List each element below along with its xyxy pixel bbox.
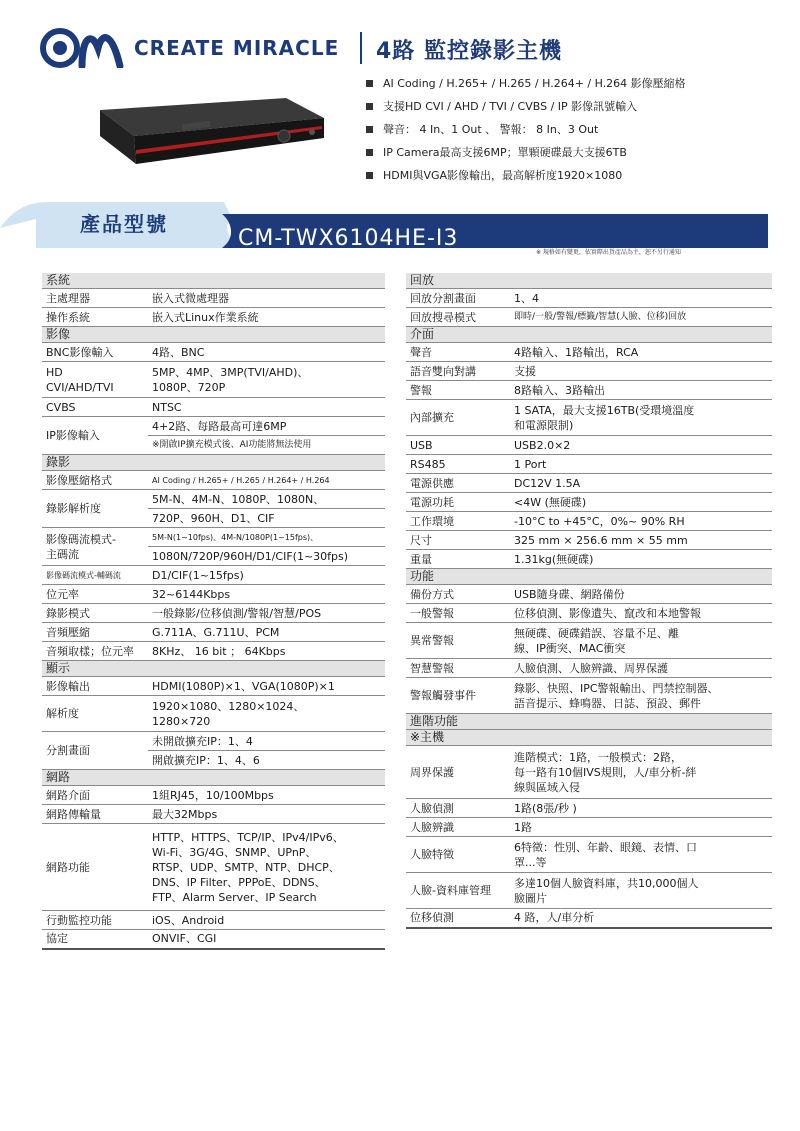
model-banner xyxy=(0,198,800,270)
feature-list xyxy=(366,72,766,187)
section-header xyxy=(406,327,772,343)
spec-label: 警報 xyxy=(406,381,510,400)
bullet-icon xyxy=(366,103,373,110)
feature-item: 支援HD CVI / AHD / TVI / CVBS / IP 影像訊號輸入 xyxy=(366,95,766,118)
section-header xyxy=(406,730,772,746)
spec-label: 影像輸出 xyxy=(42,677,148,696)
spec-value: 進階模式：1路，一般模式：2路， 每一路有10個IVS規則，人/車分析-絆 線與區域入侵 xyxy=(510,746,772,799)
section-title: 進階功能 xyxy=(406,714,772,730)
spec-row xyxy=(406,381,772,400)
spec-label: 周界保護 xyxy=(406,746,510,799)
section-title: ※主機 xyxy=(406,730,772,746)
spec-label: 網路介面 xyxy=(42,786,148,805)
spec-row xyxy=(42,566,385,585)
section-header xyxy=(42,327,385,343)
spec-label: RS485 xyxy=(406,455,510,474)
spec-row xyxy=(42,490,385,509)
spec-value: 4 路，人/車分析 xyxy=(510,909,772,928)
spec-value: iOS、Android xyxy=(148,911,385,930)
spec-value: HDMI(1080P)×1、VGA(1080P)×1 xyxy=(148,677,385,696)
spec-value: 325 mm × 256.6 mm × 55 mm xyxy=(510,531,772,550)
spec-label: 工作環境 xyxy=(406,512,510,531)
spec-row xyxy=(42,677,385,696)
spec-row xyxy=(42,417,385,436)
feature-item: 聲音： 4 In、1 Out 、 警報： 8 In、3 Out xyxy=(366,118,766,141)
feature-item: IP Camera最高支援6MP；單顆硬碟最大支援6TB xyxy=(366,141,766,164)
spec-label: 位元率 xyxy=(42,585,148,604)
spec-value: 位移偵測、影像遺失、竄改和本地警報 xyxy=(510,604,772,623)
spec-value: 5MP、4MP、3MP(TVI/AHD)、 1080P、720P xyxy=(148,362,385,398)
spec-label: CVBS xyxy=(42,398,148,417)
spec-row xyxy=(42,343,385,362)
spec-label: 位移偵測 xyxy=(406,909,510,928)
spec-value: 4+2路、每路最高可達6MP xyxy=(148,417,385,436)
spec-row xyxy=(406,436,772,455)
header-divider xyxy=(360,32,362,64)
section-title: 介面 xyxy=(406,327,772,343)
section-header xyxy=(42,273,385,289)
spec-row xyxy=(42,471,385,490)
spec-row xyxy=(406,343,772,362)
brand-name: CREATE MIRACLE xyxy=(134,36,340,60)
spec-value: 4路輸入、1路輸出，RCA xyxy=(510,343,772,362)
bullet-icon xyxy=(366,126,373,133)
spec-label: USB xyxy=(406,436,510,455)
spec-row xyxy=(406,799,772,818)
spec-value: <4W (無硬碟) xyxy=(510,493,772,512)
spec-label: 電源功耗 xyxy=(406,493,510,512)
section-header xyxy=(42,661,385,677)
spec-value: G.711A、G.711U、PCM xyxy=(148,623,385,642)
bullet-icon xyxy=(366,80,373,87)
spec-row xyxy=(406,531,772,550)
spec-value: NTSC xyxy=(148,398,385,417)
spec-row xyxy=(406,550,772,569)
spec-label: 備份方式 xyxy=(406,585,510,604)
spec-value: 1、4 xyxy=(510,289,772,308)
section-header xyxy=(406,714,772,730)
spec-label: 回放分割畫面 xyxy=(406,289,510,308)
spec-row xyxy=(42,805,385,824)
page-title: 4路 監控錄影主機 xyxy=(376,39,562,64)
spec-label: 協定 xyxy=(42,930,148,949)
section-title: 回放 xyxy=(406,273,772,289)
spec-value: 8KHz、 16 bit ； 64Kbps xyxy=(148,642,385,661)
spec-value: 最大32Mbps xyxy=(148,805,385,824)
spec-row xyxy=(42,642,385,661)
spec-value: 1080N/720P/960H/D1/CIF(1~30fps) xyxy=(148,547,385,566)
spec-label: 操作系統 xyxy=(42,308,148,327)
spec-value: 一般錄影/位移偵測/警報/智慧/POS xyxy=(148,604,385,623)
spec-notice: ※ 規格如有變更，依實際出貨產品為主，恕不另行通知 xyxy=(536,249,681,256)
bullet-icon xyxy=(366,149,373,156)
spec-value: AI Coding / H.265+ / H.265 / H.264+ / H.264 xyxy=(148,471,385,490)
spec-table-right xyxy=(406,273,772,929)
spec-row xyxy=(406,512,772,531)
feature-item: AI Coding / H.265+ / H.265 / H.264+ / H.264 影像壓縮格 xyxy=(366,72,766,95)
spec-row xyxy=(42,362,385,398)
spec-label: 主處理器 xyxy=(42,289,148,308)
spec-row xyxy=(42,604,385,623)
spec-label: 音頻取樣；位元率 xyxy=(42,642,148,661)
spec-label: 語音雙向對講 xyxy=(406,362,510,381)
spec-label: 智慧警報 xyxy=(406,659,510,678)
spec-row xyxy=(42,732,385,751)
model-number: CM-TWX6104HE-I3 xyxy=(238,226,459,251)
spec-value: HTTP、HTTPS、TCP/IP、IPv4/IPv6、 Wi-Fi、3G/4G、SNMP、UPnP、 RTSP、UDP、SMTP、NTP、DHCP、 DNS、IP Filter、PPPoE、DDNS、 FTP、Alarm Server、IP Search xyxy=(148,824,385,911)
spec-label: 音頻壓縮 xyxy=(42,623,148,642)
spec-value: 8路輸入、3路輸出 xyxy=(510,381,772,400)
spec-row xyxy=(406,400,772,436)
spec-row xyxy=(42,786,385,805)
spec-row xyxy=(406,604,772,623)
spec-value: 4路、BNC xyxy=(148,343,385,362)
section-header xyxy=(42,770,385,786)
spec-value: D1/CIF(1~15fps) xyxy=(148,566,385,585)
spec-label: 聲音 xyxy=(406,343,510,362)
spec-value: 1路(8張/秒 ) xyxy=(510,799,772,818)
spec-label: IP影像輸入 xyxy=(42,417,148,455)
spec-row xyxy=(42,911,385,930)
spec-label: HD CVI/AHD/TVI xyxy=(42,362,148,398)
spec-label: 分割畫面 xyxy=(42,732,148,770)
spec-value: DC12V 1.5A xyxy=(510,474,772,493)
spec-row xyxy=(42,528,385,547)
spec-value: 無硬碟、硬碟錯誤、容量不足、離 線、IP衝突、MAC衝突 xyxy=(510,623,772,659)
spec-label: 回放搜尋模式 xyxy=(406,308,510,327)
spec-value: -10°C to +45°C，0%~ 90% RH xyxy=(510,512,772,531)
spec-row xyxy=(42,930,385,949)
spec-row xyxy=(406,818,772,837)
spec-row xyxy=(406,873,772,909)
spec-row xyxy=(406,659,772,678)
spec-row xyxy=(406,585,772,604)
spec-value: 6特徵：性別、年齡、眼鏡、表情、口 罩...等 xyxy=(510,837,772,873)
spec-label: 人臉辨識 xyxy=(406,818,510,837)
spec-value: 開啟擴充IP：1、4、6 xyxy=(148,751,385,770)
spec-value: 720P、960H、D1、CIF xyxy=(148,509,385,528)
spec-value: 嵌入式Linux作業系統 xyxy=(148,308,385,327)
spec-value: 5M-N、4M-N、1080P、1080N、 xyxy=(148,490,385,509)
spec-value: 5M-N(1~10fps)、4M-N/1080P(1~15fps)、 xyxy=(148,528,385,547)
cm-logo-icon xyxy=(40,28,124,68)
feature-item: HDMI與VGA影像輸出，最高解析度1920×1080 xyxy=(366,164,766,187)
section-header xyxy=(406,569,772,585)
section-title: 功能 xyxy=(406,569,772,585)
section-title: 錄影 xyxy=(42,455,385,471)
spec-value: ONVIF、CGI xyxy=(148,930,385,949)
banner-label: 產品型號 xyxy=(80,212,168,236)
spec-label: 異常警報 xyxy=(406,623,510,659)
spec-row xyxy=(406,678,772,714)
spec-label: 人臉-資料庫管理 xyxy=(406,873,510,909)
spec-row xyxy=(406,455,772,474)
spec-label: 錄影模式 xyxy=(42,604,148,623)
spec-row xyxy=(406,493,772,512)
spec-row xyxy=(406,909,772,928)
spec-row xyxy=(406,474,772,493)
spec-label: 網路傳輸量 xyxy=(42,805,148,824)
spec-label: 影像碼流模式- 主碼流 xyxy=(42,528,148,566)
spec-value: 人臉偵測、人臉辨識、周界保護 xyxy=(510,659,772,678)
spec-label: 人臉特徵 xyxy=(406,837,510,873)
page-header xyxy=(40,26,760,72)
spec-value: 1920×1080、1280×1024、 1280×720 xyxy=(148,696,385,732)
bullet-icon xyxy=(366,172,373,179)
spec-value: 即時/一般/警報/標籤/智慧(人臉、位移)回放 xyxy=(510,308,772,327)
spec-row xyxy=(406,308,772,327)
section-header xyxy=(42,455,385,471)
spec-row xyxy=(406,289,772,308)
spec-label: 網路功能 xyxy=(42,824,148,911)
spec-value: 1組RJ45，10/100Mbps xyxy=(148,786,385,805)
spec-value: 多達10個人臉資料庫，共10,000個人 臉圖片 xyxy=(510,873,772,909)
spec-row xyxy=(42,308,385,327)
spec-label: 人臉偵測 xyxy=(406,799,510,818)
spec-label: BNC影像輸入 xyxy=(42,343,148,362)
spec-row xyxy=(42,398,385,417)
spec-value: 支援 xyxy=(510,362,772,381)
spec-label: 重量 xyxy=(406,550,510,569)
spec-value: 32~6144Kbps xyxy=(148,585,385,604)
spec-value: 嵌入式微處理器 xyxy=(148,289,385,308)
spec-value: USB2.0×2 xyxy=(510,436,772,455)
section-header xyxy=(406,273,772,289)
spec-label: 錄影解析度 xyxy=(42,490,148,528)
spec-row xyxy=(42,824,385,911)
spec-value: 1.31kg(無硬碟) xyxy=(510,550,772,569)
spec-row xyxy=(406,623,772,659)
spec-label: 一般警報 xyxy=(406,604,510,623)
spec-row xyxy=(42,696,385,732)
spec-label: 行動監控功能 xyxy=(42,911,148,930)
spec-value: ※開啟IP擴充模式後、AI功能將無法使用 xyxy=(148,436,385,455)
spec-value: 錄影、快照、IPC警報輸出、門禁控制器、 語音提示、蜂鳴器、日誌、預設、郵件 xyxy=(510,678,772,714)
section-title: 顯示 xyxy=(42,661,385,677)
spec-row xyxy=(406,362,772,381)
spec-row xyxy=(406,746,772,799)
spec-value: 1 SATA，最大支援16TB(受環境溫度 和電源限制) xyxy=(510,400,772,436)
spec-label: 內部擴充 xyxy=(406,400,510,436)
dvr-product-image xyxy=(86,96,326,168)
spec-label: 影像壓縮格式 xyxy=(42,471,148,490)
spec-row xyxy=(42,585,385,604)
section-title: 影像 xyxy=(42,327,385,343)
spec-label: 警報觸發事件 xyxy=(406,678,510,714)
spec-label: 解析度 xyxy=(42,696,148,732)
spec-value: 未開啟擴充IP：1、4 xyxy=(148,732,385,751)
spec-row xyxy=(42,289,385,308)
section-title: 網路 xyxy=(42,770,385,786)
spec-value: USB隨身碟、網路備份 xyxy=(510,585,772,604)
spec-row xyxy=(406,837,772,873)
spec-label: 影像碼流模式-輔碼流 xyxy=(42,566,148,585)
section-title: 系統 xyxy=(42,273,385,289)
spec-table-left xyxy=(42,273,385,950)
spec-value: 1 Port xyxy=(510,455,772,474)
spec-label: 尺寸 xyxy=(406,531,510,550)
spec-label: 電源供應 xyxy=(406,474,510,493)
spec-row xyxy=(42,623,385,642)
spec-value: 1路 xyxy=(510,818,772,837)
